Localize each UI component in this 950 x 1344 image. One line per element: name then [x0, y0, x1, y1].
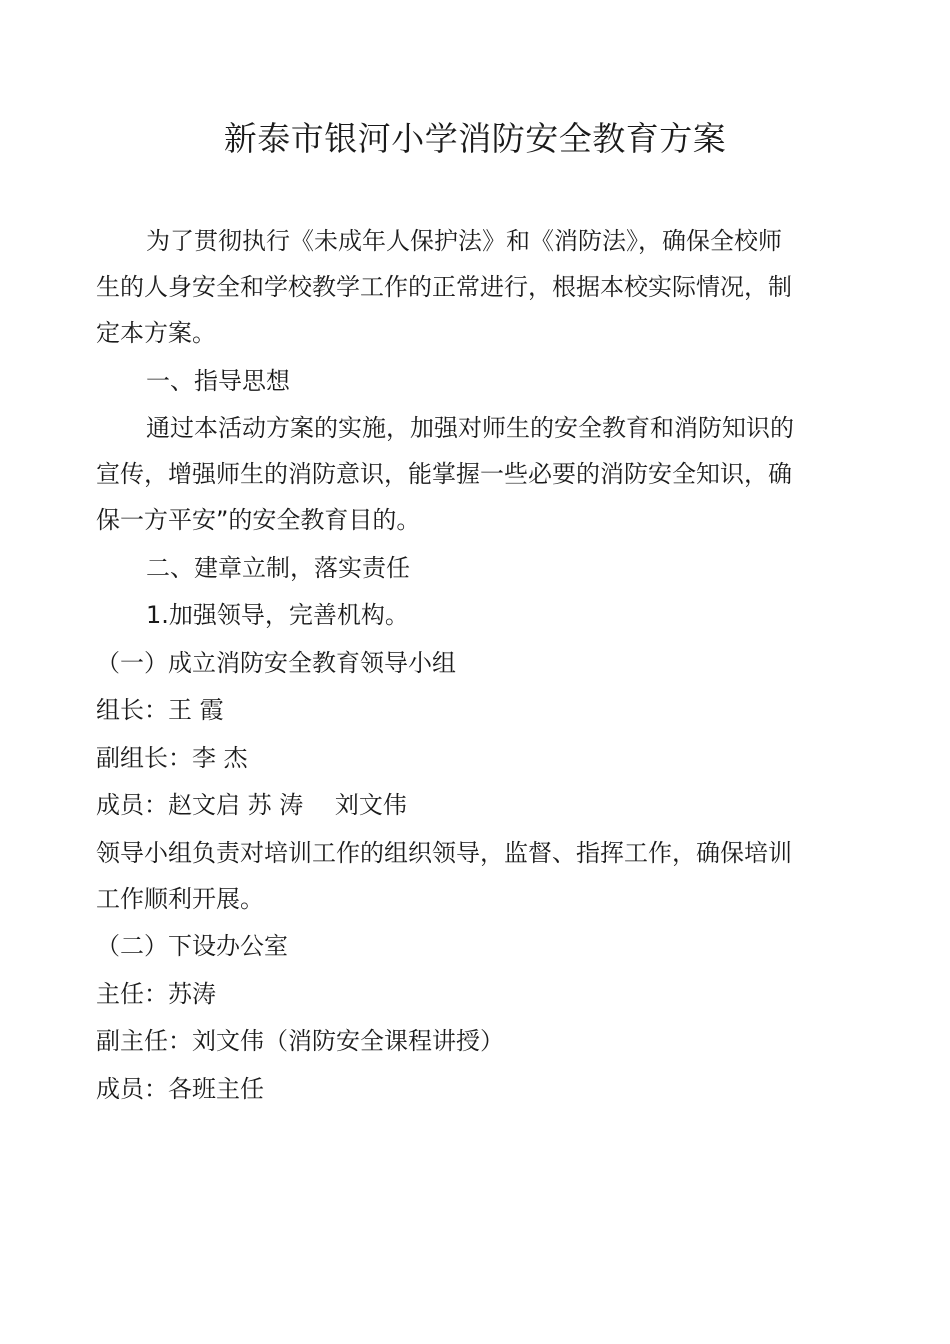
group-members-text: 成员：赵文启 苏 涛 刘文伟: [96, 791, 407, 819]
section-1-line-3: 保一方平安”的安全教育目的。: [96, 506, 421, 534]
responsibility-paragraph: [96, 830, 856, 922]
document-title: 新泰市银河小学消防安全教育方案: [223, 119, 727, 158]
responsibility-line-2: 工作顺利开展。: [96, 884, 264, 913]
group-1-heading: （一）成立消防安全教育领导小组: [96, 648, 456, 677]
responsibility-line-1: 领导小组负责对培训工作的组织领导，监督、指挥工作，确保培训: [96, 838, 792, 867]
group-leader: 组长：王 霞: [96, 696, 224, 724]
group-deputy-leader: 副组长：李 杰: [96, 743, 248, 772]
section-1-paragraph: [96, 405, 856, 543]
intro-line-1: 为了贯彻执行《未成年人保护法》和《消防法》，确保全校师: [146, 227, 782, 255]
office-deputy-director: 副主任：刘文伟（消防安全课程讲授）: [96, 1027, 504, 1055]
intro-line-3: 定本方案。: [96, 319, 216, 347]
item-1: 1.加强领导，完善机构。: [146, 601, 409, 629]
group-members: [96, 782, 856, 828]
section-1-line-2: 宣传，增强师生的消防意识，能掌握一些必要的消防安全知识，确: [96, 460, 792, 488]
group-2-heading: （二）下设办公室: [96, 932, 288, 960]
office-members: 成员：各班主任: [96, 1074, 264, 1103]
intro-line-2: 生的人身安全和学校教学工作的正常进行，根据本校实际情况，制: [96, 273, 792, 301]
office-director: 主任：苏涛: [96, 979, 216, 1008]
section-1-heading: 一、指导思想: [146, 366, 290, 395]
document-body: [96, 218, 856, 1113]
intro-paragraph: [96, 218, 856, 356]
section-2-heading: 二、建章立制，落实责任: [146, 553, 410, 582]
section-1-line-1: 通过本活动方案的实施，加强对师生的安全教育和消防知识的: [146, 414, 794, 442]
